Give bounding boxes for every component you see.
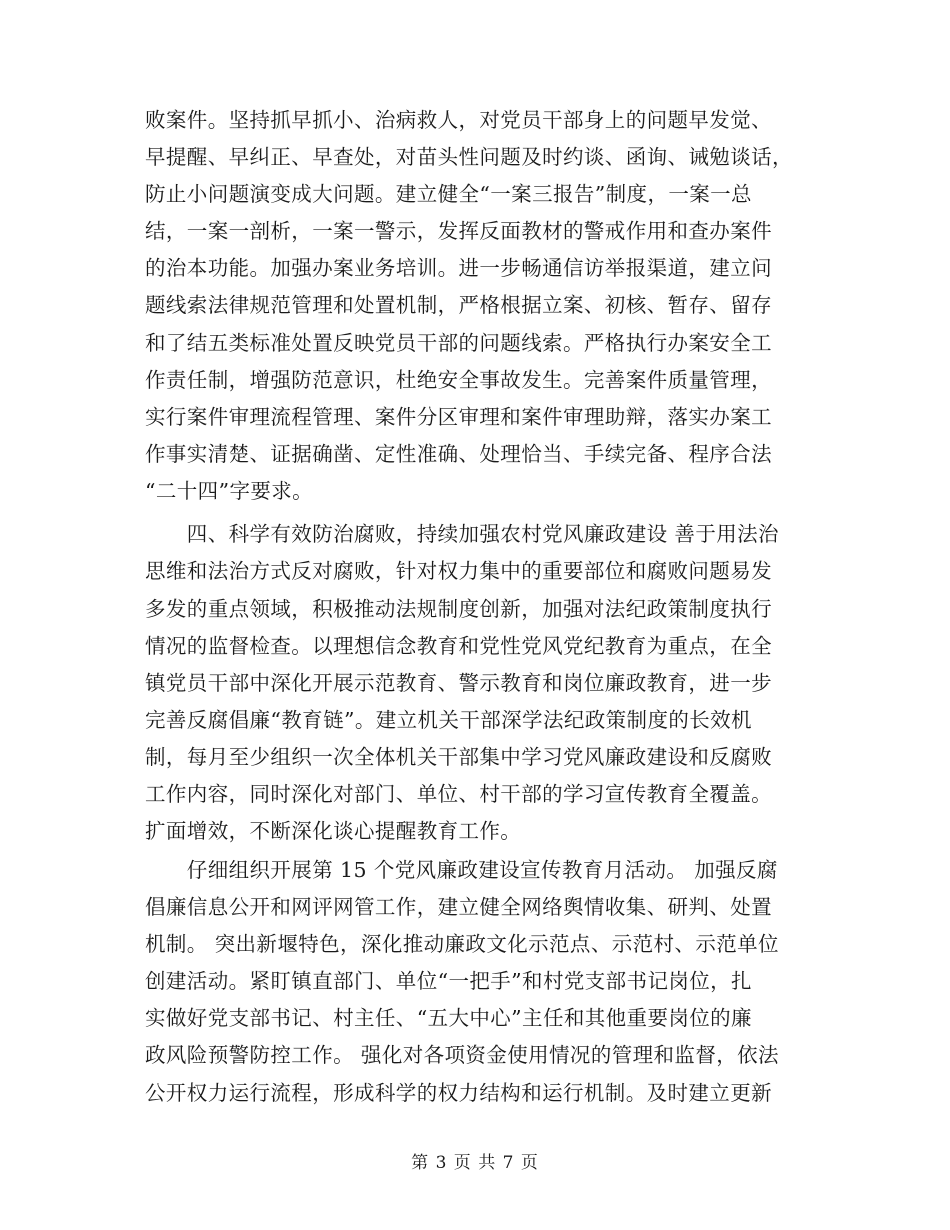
text-line: 实行案件审理流程管理、案件分区审理和案件审理助辩，落实办案工 — [145, 405, 772, 429]
text-line: 早提醒、早纠正、早查处，对苗头性问题及时约谈、函询、诫勉谈话， — [145, 145, 793, 169]
text-line: “二十四”字要求。 — [145, 479, 314, 503]
text-line: 作责任制，增强防范意识，杜绝安全事故发生。完善案件质量管理， — [145, 368, 772, 392]
text-line: 思维和法治方式反对腐败，针对权力集中的重要部位和腐败问题易发 — [145, 559, 772, 583]
text-line: 题线索法律规范管理和处置机制，严格根据立案、初核、暂存、留存 — [145, 293, 772, 317]
paragraph-start: 仔细组织开展第 15 个党风廉政建设宣传教育月活动。 加强反腐 — [145, 858, 778, 882]
text-line: 防止小问题演变成大问题。建立健全“一案三报告”制度，一案一总 — [145, 182, 752, 206]
text-line: 扩面增效，不断深化谈心提醒教育工作。 — [145, 819, 522, 843]
text-line: 创建活动。紧盯镇直部门、单位“一把手”和村党支部书记岗位，扎 — [145, 969, 752, 993]
text-line: 和了结五类标准处置反映党员干部的问题线索。严格执行办案安全工 — [145, 331, 772, 355]
page-number-footer: 第 3 页 共 7 页 — [411, 1153, 539, 1173]
text-line: 实做好党支部书记、村主任、“五大中心”主任和其他重要岗位的廉 — [145, 1006, 752, 1030]
text-line: 情况的监督检查。以理想信念教育和党性党风党纪教育为重点，在全 — [145, 634, 772, 658]
text-line: 倡廉信息公开和网评网管工作，建立健全网络舆情收集、研判、处置 — [145, 895, 772, 919]
text-line: 完善反腐倡廉“教育链”。建立机关干部深学法纪政策制度的长效机 — [145, 708, 752, 732]
text-line: 结，一案一剖析，一案一警示，发挥反面教材的警戒作用和查办案件 — [145, 219, 772, 243]
text-line: 镇党员干部中深化开展示范教育、警示教育和岗位廉政教育，进一步 — [145, 671, 772, 695]
text-line: 机制。 突出新堰特色，深化推动廉政文化示范点、示范村、示范单位 — [145, 932, 779, 956]
text-line: 政风险预警防控工作。 强化对各项资金使用情况的管理和监督，依法 — [145, 1043, 779, 1067]
text-line: 败案件。坚持抓早抓小、治病救人，对党员干部身上的问题早发觉、 — [145, 108, 772, 132]
text-line: 的治本功能。加强办案业务培训。进一步畅通信访举报渠道，建立问 — [145, 256, 772, 280]
text-line: 多发的重点领域，积极推动法规制度创新，加强对法纪政策制度执行 — [145, 597, 772, 621]
text-line: 工作内容，同时深化对部门、单位、村干部的学习宣传教育全覆盖。 — [145, 782, 772, 806]
paragraph-heading: 四、科学有效防治腐败，持续加强农村党风廉政建设 善于用法治 — [145, 522, 779, 546]
text-line: 作事实清楚、证据确凿、定性准确、处理恰当、手续完备、程序合法 — [145, 442, 772, 466]
text-line: 公开权力运行流程，形成科学的权力结构和运行机制。及时建立更新 — [145, 1081, 772, 1105]
text-line: 制，每月至少组织一次全体机关干部集中学习党风廉政建设和反腐败 — [145, 745, 772, 769]
